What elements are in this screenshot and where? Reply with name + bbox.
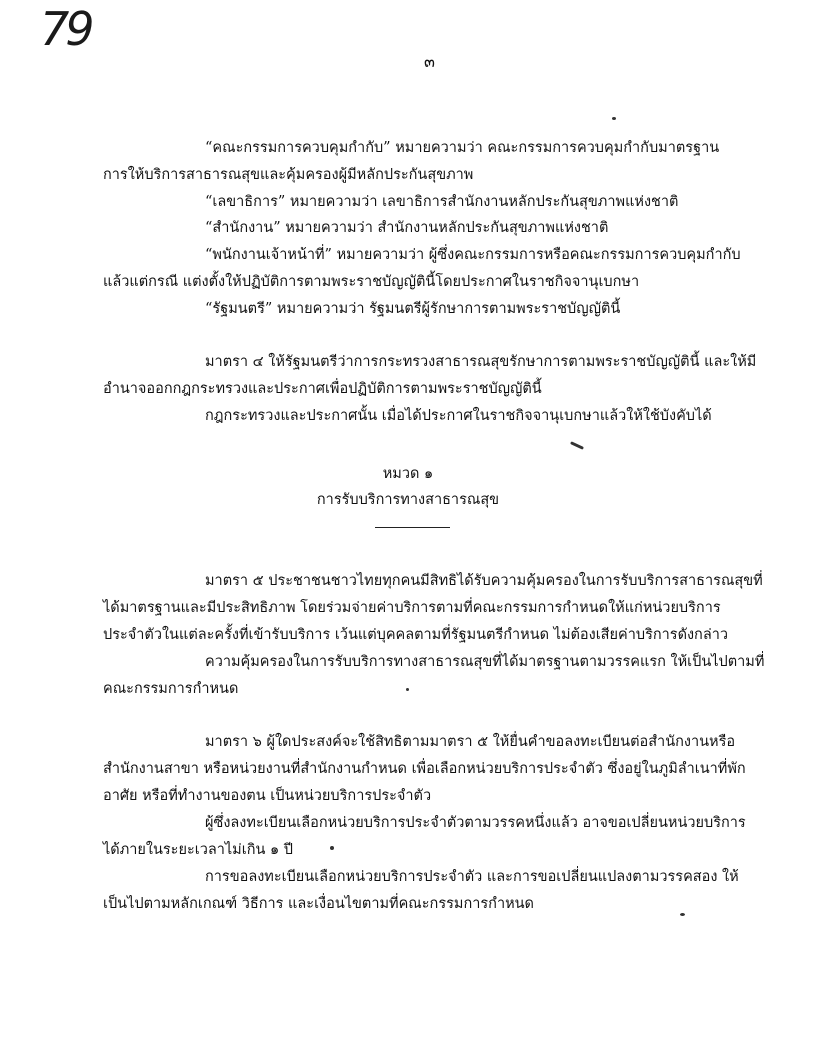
section5-line: ประจำตัวในแต่ละครั้งที่เข้ารับบริการ เว้นแต่บุคคลตามที่รัฐมนตรีกำหนด ไม่ต้องเสียค่าบริการดังกล่าว (103, 627, 729, 643)
section5-line: มาตรา ๕ ประชาชนชาวไทยทุกคนมีสิทธิได้รับความคุ้มครองในการรับบริการสาธารณสุขที่ (205, 573, 763, 589)
section6-line: ได้ภายในระยะเวลาไม่เกิน ๑ ปี (103, 842, 294, 858)
section6-line: สำนักงานสาขา หรือหน่วยงานที่สำนักงานกำหนด เพื่อเลือกหน่วยบริการประจำตัว ซึ่งอยู่ในภูมิลำเนาที่พัก (103, 761, 746, 777)
section4-line: อำนาจออกกฎกระทรวงและประกาศเพื่อปฏิบัติการตามพระราชบัญญัตินี้ (103, 381, 542, 397)
section5-line: ได้มาตรฐานและมีประสิทธิภาพ โดยร่วมจ่ายค่าบริการตามที่คณะกรรมการกำหนดให้แก่หน่วยบริการ (103, 600, 721, 616)
chapter-number: หมวด ๑ (382, 466, 434, 482)
scan-speck (570, 441, 584, 450)
definition-line: “เลขาธิการ” หมายความว่า เลขาธิการสำนักงานหลักประกันสุขภาพแห่งชาติ (205, 194, 679, 210)
scan-speck (680, 913, 685, 916)
scan-speck (406, 688, 409, 691)
chapter-divider (375, 527, 450, 528)
section6-line: อาศัย หรือที่ทำงานของตน เป็นหน่วยบริการประจำตัว (103, 788, 432, 804)
definition-line: “สำนักงาน” หมายความว่า สำนักงานหลักประกันสุขภาพแห่งชาติ (205, 220, 609, 236)
section4-line: กฎกระทรวงและประกาศนั้น เมื่อได้ประกาศในราชกิจจานุเบกษาแล้วให้ใช้บังคับได้ (205, 408, 712, 424)
handwritten-page-number: 79 (40, 2, 91, 56)
page-number: ๓ (424, 52, 435, 71)
definition-line: “พนักงานเจ้าหน้าที่” หมายความว่า ผู้ซึ่งคณะกรรมการหรือคณะกรรมการควบคุมกำกับ (205, 247, 741, 263)
chapter-title: การรับบริการทางสาธารณสุข (316, 492, 500, 508)
section5-line: ความคุ้มครองในการรับบริการทางสาธารณสุขที่ได้มาตรฐานตามวรรคแรก ให้เป็นไปตามที่ (205, 654, 765, 670)
section6-line: ผู้ซึ่งลงทะเบียนเลือกหน่วยบริการประจำตัวตามวรรคหนึ่งแล้ว อาจขอเปลี่ยนหน่วยบริการ (205, 815, 746, 831)
definition-line: การให้บริการสาธารณสุขและคุ้มครองผู้มีหลักประกันสุขภาพ (103, 167, 474, 183)
section6-line: เป็นไปตามหลักเกณฑ์ วิธีการ และเงื่อนไขตามที่คณะกรรมการกำหนด (103, 896, 534, 912)
section4-line: มาตรา ๔ ให้รัฐมนตรีว่าการกระทรวงสาธารณสุขรักษาการตามพระราชบัญญัตินี้ และให้มี (205, 354, 757, 370)
definition-line: แล้วแต่กรณี แต่งตั้งให้ปฏิบัติการตามพระราชบัญญัตินี้โดยประกาศในราชกิจจานุเบกษา (103, 274, 640, 290)
definition-line: “คณะกรรมการควบคุมกำกับ” หมายความว่า คณะกรรมการควบคุมกำกับมาตรฐาน (205, 140, 720, 156)
scan-speck (612, 117, 616, 120)
section5-line: คณะกรรมการกำหนด (103, 681, 239, 697)
definition-line: “รัฐมนตรี” หมายความว่า รัฐมนตรีผู้รักษาการตามพระราชบัญญัตินี้ (205, 301, 621, 317)
section6-line: การขอลงทะเบียนเลือกหน่วยบริการประจำตัว และการขอเปลี่ยนแปลงตามวรรคสอง ให้ (205, 869, 739, 885)
scan-speck (330, 846, 334, 850)
section6-line: มาตรา ๖ ผู้ใดประสงค์จะใช้สิทธิตามมาตรา ๕ ให้ยื่นคำขอลงทะเบียนต่อสำนักงานหรือ (205, 734, 736, 750)
